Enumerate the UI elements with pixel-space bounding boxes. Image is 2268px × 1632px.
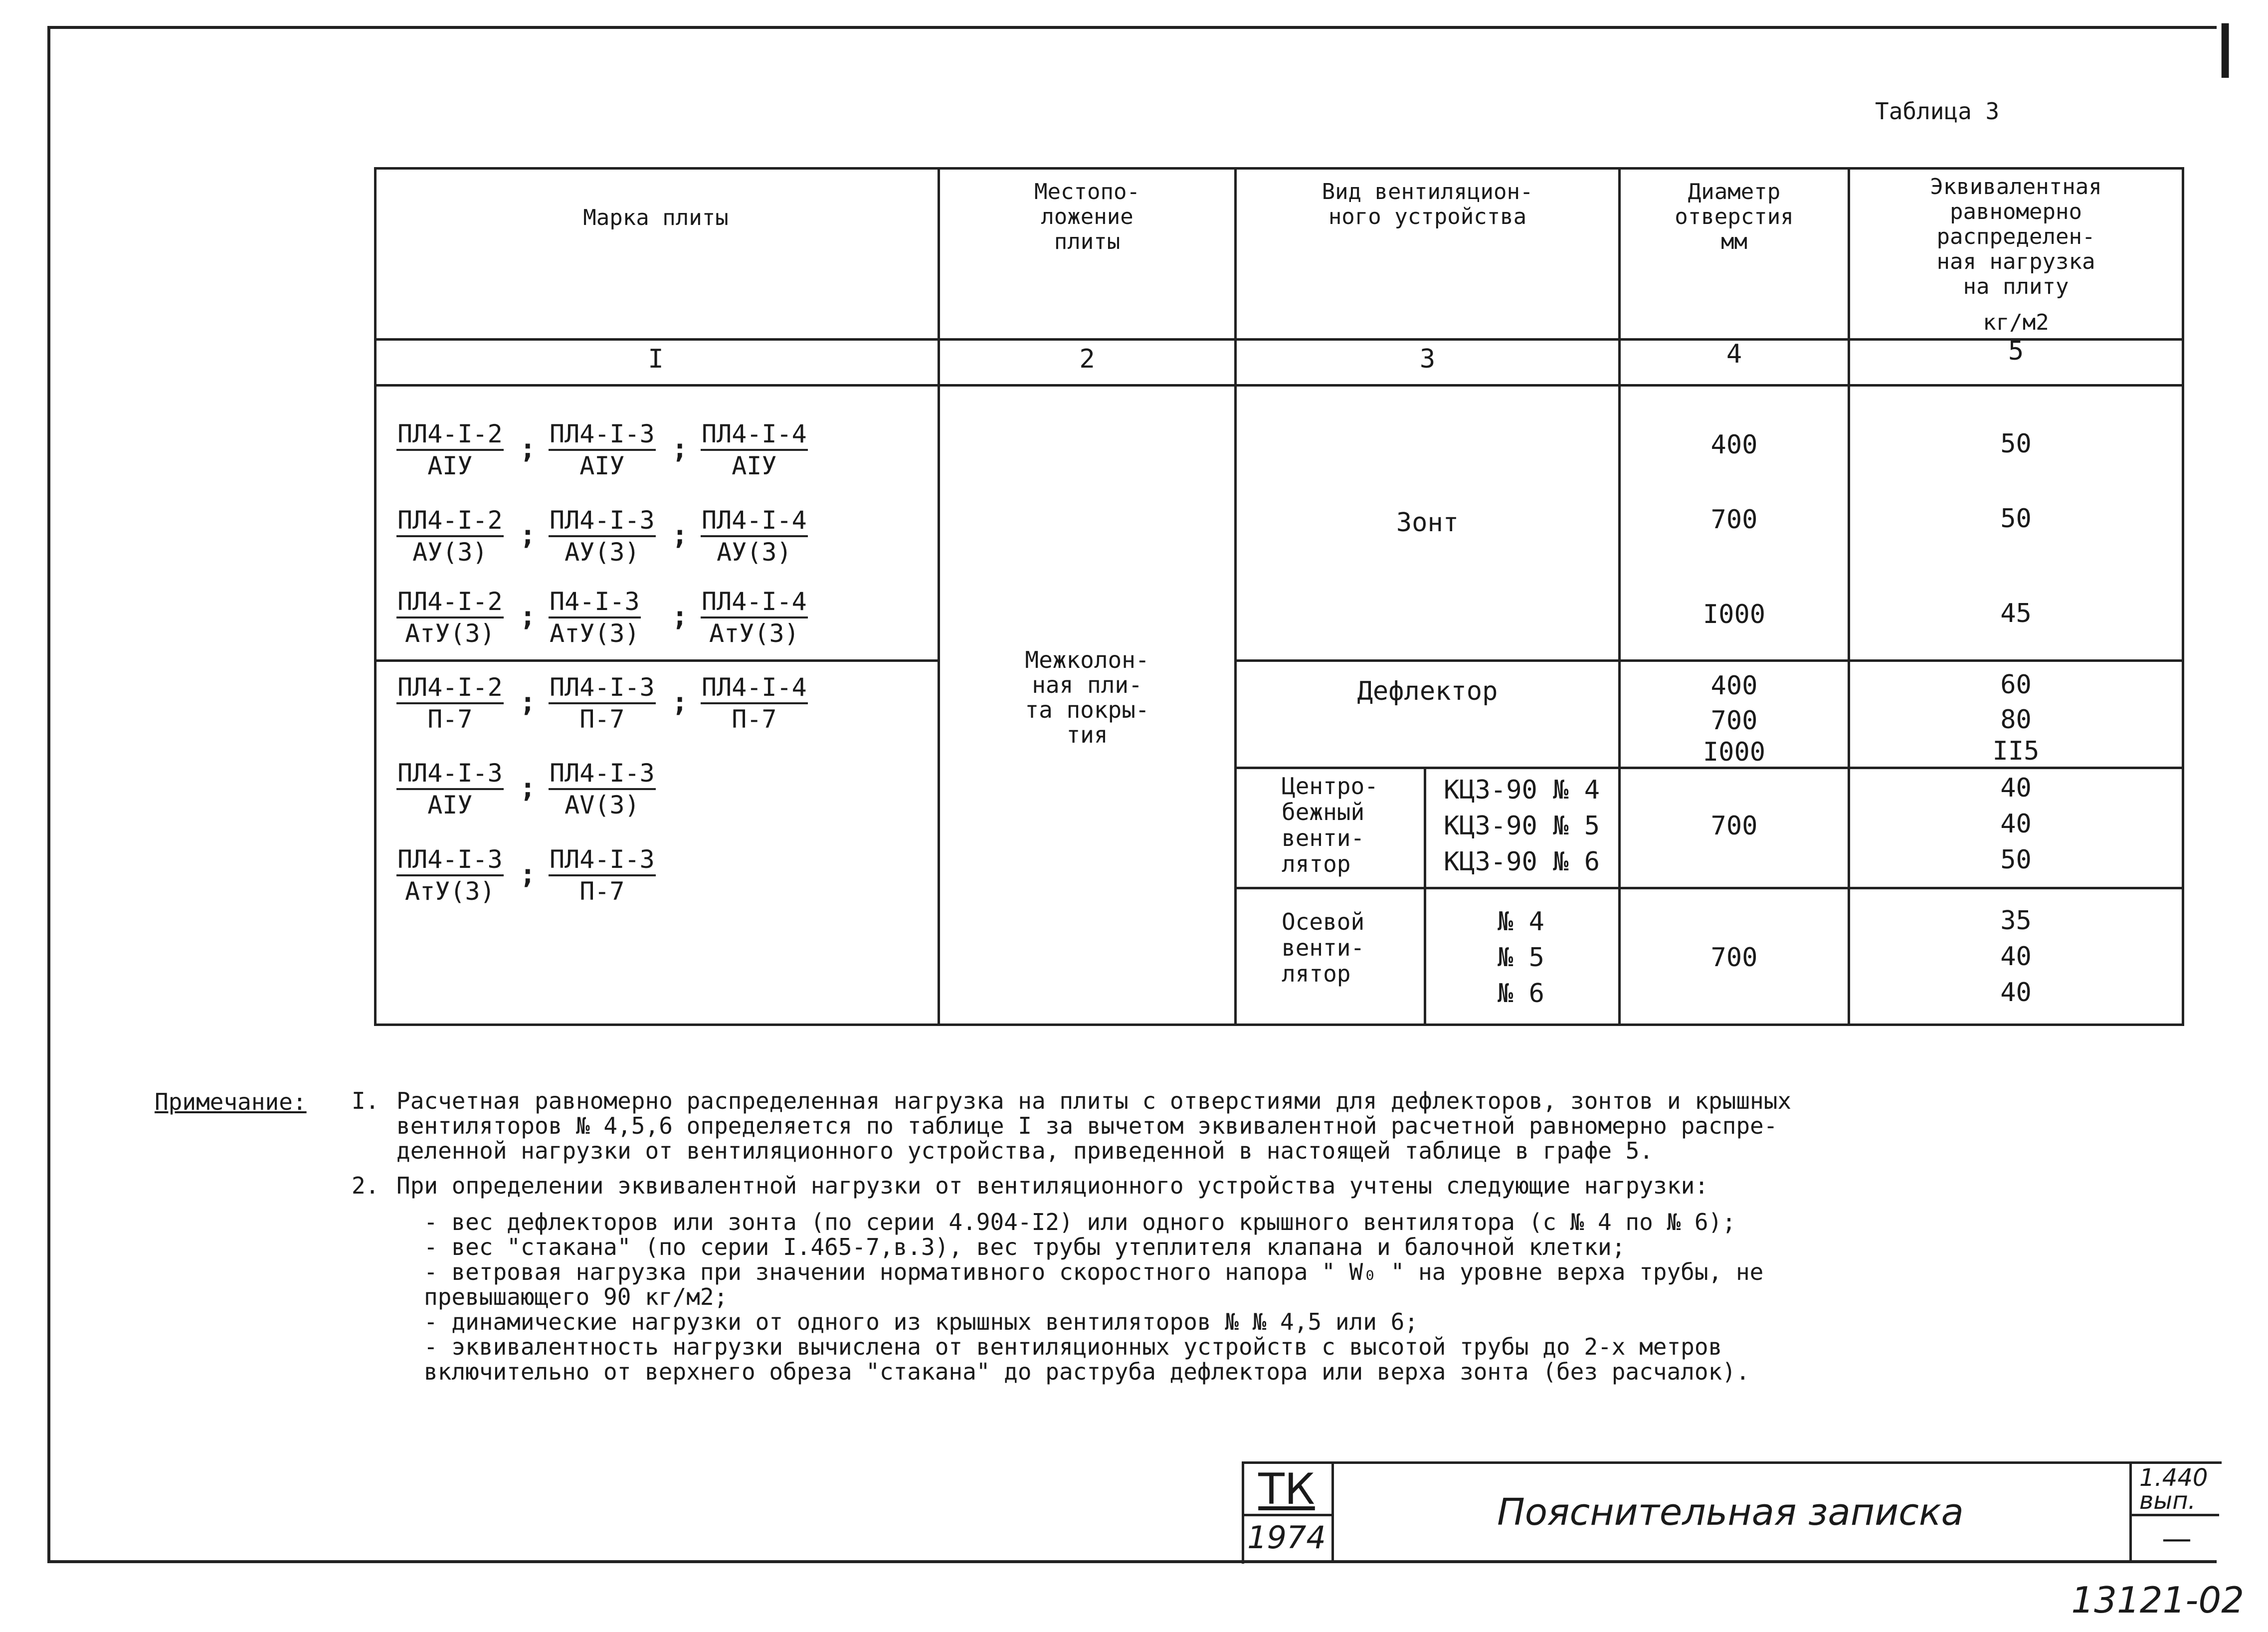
table-line xyxy=(1234,659,2184,662)
zont-diameter: 700 xyxy=(1710,505,1758,535)
slab-mark: ПЛ4-I-3 П-7 xyxy=(550,845,655,906)
stamp-title: Пояснительная записка xyxy=(1497,1491,1964,1534)
table-line xyxy=(1848,167,1850,1025)
header-diameter: Диаметр отверстия мм xyxy=(1675,179,1794,254)
separator: ; xyxy=(672,686,688,718)
stamp-dash: — xyxy=(2162,1521,2192,1556)
separator: ; xyxy=(672,519,688,551)
note-item: - эквивалентность нагрузки вычислена от вентиляционных устройств с высотой трубы до 2-х метров включительно от верхнего обреза "стакана" до раструба дефлектора или верха зонта (без расчалок). xyxy=(424,1333,1750,1385)
slab-mark: ПЛ4-I-3 АУ(3) xyxy=(550,506,655,567)
slab-mark: ПЛ4-I-4 П-7 xyxy=(702,673,807,734)
slab-mark: ПЛ4-I-3 АV(3) xyxy=(550,759,655,819)
table-line xyxy=(374,167,377,1025)
deflector-load: 80 xyxy=(2000,705,2032,735)
centrifugal-load: 40 xyxy=(2000,809,2032,839)
table-line xyxy=(1234,887,2184,889)
slab-mark: ПЛ4-I-4 АIУ xyxy=(702,419,807,480)
slab-mark: ПЛ4-I-4 АтУ(3) xyxy=(702,587,807,648)
slab-mark: ПЛ4-I-2 АУ(3) xyxy=(397,506,503,567)
deflector-load: II5 xyxy=(1992,736,2040,766)
device-centrifugal-fan: Центро- бежный венти- лятор xyxy=(1282,773,1378,877)
header-load: Эквивалентная равномерно распределен- ная нагрузка на плиту xyxy=(1930,174,2102,299)
separator: ; xyxy=(520,686,536,718)
deflector-diameter: I000 xyxy=(1702,737,1766,767)
column-number: 5 xyxy=(2008,336,2024,366)
deflector-diameter: 700 xyxy=(1710,706,1758,736)
note-1: Расчетная равномерно распределенная нагрузка на плиты с отверстиями для дефлекторов, зонтов и крышных вентиляторов № 4,5,6 определяется по таблице I за вычетом эквивалентной расчетной равномерно распре- деленной нагрузки от вентиляционного устройства, приведенной в настоящей таблице в графе 5. xyxy=(396,1087,1792,1164)
separator: ; xyxy=(520,601,536,632)
header-location: Местопо- ложение плиты xyxy=(1034,179,1140,254)
slab-mark: ПЛ4-I-3 АIУ xyxy=(397,759,503,819)
slab-mark: ПЛ4-I-4 АУ(3) xyxy=(702,506,807,567)
centrifugal-model: КЦЗ-90 № 6 xyxy=(1444,847,1600,877)
stamp-series: 1.440 xyxy=(2139,1464,2208,1492)
table-line xyxy=(374,167,2184,170)
zont-load: 50 xyxy=(2000,504,2032,534)
device-axial-fan: Осевой венти- лятор xyxy=(1282,908,1365,987)
separator: ; xyxy=(672,433,688,464)
header-mark: Марка плиты xyxy=(583,205,729,230)
axial-model: № 6 xyxy=(1498,979,1544,1009)
table-line xyxy=(938,167,940,1025)
table-line xyxy=(1234,167,1237,1025)
separator: ; xyxy=(520,858,536,890)
centrifugal-diameter: 700 xyxy=(1710,811,1758,841)
slab-mark: ПЛ4-I-3 АтУ(3) xyxy=(397,845,503,906)
note-item: - динамические нагрузки от одного из крышных вентиляторов № № 4,5 или 6; xyxy=(424,1308,1418,1335)
centrifugal-load: 40 xyxy=(2000,773,2032,803)
axial-load: 40 xyxy=(2000,978,2032,1008)
stamp-org: ТК xyxy=(1258,1464,1315,1514)
header-device: Вид вентиляцион- ного устройства xyxy=(1322,179,1533,229)
device-deflector: Дефлектор xyxy=(1357,676,1498,706)
table-line xyxy=(374,659,938,662)
deflector-diameter: 400 xyxy=(1710,671,1758,701)
zont-load: 45 xyxy=(2000,599,2032,628)
zont-load: 50 xyxy=(2000,429,2032,459)
axial-model: № 5 xyxy=(1498,943,1544,973)
slab-mark: ПЛ4-I-3 П-7 xyxy=(550,673,655,734)
axial-load: 35 xyxy=(2000,906,2032,936)
column-number: 4 xyxy=(1726,339,1742,369)
note-number: 2. xyxy=(352,1172,379,1199)
header-load-unit: кг/м2 xyxy=(1983,310,2049,335)
centrifugal-model: КЦЗ-90 № 5 xyxy=(1444,811,1600,841)
slab-mark: ПЛ4-I-2 АтУ(3) xyxy=(397,587,503,648)
deflector-load: 60 xyxy=(2000,670,2032,700)
slab-mark: ПЛ4-I-2 П-7 xyxy=(397,673,503,734)
table-label: Таблица 3 xyxy=(1875,98,2000,125)
table-line xyxy=(374,1023,2184,1026)
axial-load: 40 xyxy=(2000,942,2032,972)
axial-diameter: 700 xyxy=(1710,943,1758,973)
notes-title: Примечание: xyxy=(155,1088,307,1115)
table-line xyxy=(1618,167,1621,1025)
note-item: - вес "стакана" (по серии I.465-7,в.3), вес трубы утеплителя клапана и балочной клетки; xyxy=(424,1233,1626,1260)
column-number: 2 xyxy=(1079,344,1095,374)
note-item: - ветровая нагрузка при значении нормативного скоростного напора " W₀ " на уровне верха трубы, не превышающего 90 кг/м2; xyxy=(424,1258,1764,1310)
note-2: При определении эквивалентной нагрузки от вентиляционного устройства учтены следующие нагрузки: xyxy=(396,1172,1708,1199)
separator: ; xyxy=(520,519,536,551)
stamp-line xyxy=(2129,1461,2132,1561)
separator: ; xyxy=(672,601,688,632)
table-line xyxy=(374,384,2184,387)
zont-diameter: 400 xyxy=(1710,430,1758,460)
separator: ; xyxy=(520,772,536,804)
device-zont: Зонт xyxy=(1396,508,1459,538)
document-number: 13121-02 xyxy=(2071,1579,2244,1621)
slab-mark: ПЛ4-I-3 АIУ xyxy=(550,419,655,480)
stamp-year: 1974 xyxy=(1247,1519,1326,1556)
slab-mark: ПЛ4-I-2 АIУ xyxy=(397,419,503,480)
slab-location: Межколон- ная пли- та покры- тия xyxy=(1025,646,1149,748)
column-number: 3 xyxy=(1419,344,1436,374)
corner-mark: I xyxy=(2214,9,2237,96)
zont-diameter: I000 xyxy=(1702,600,1766,629)
centrifugal-load: 50 xyxy=(2000,845,2032,875)
axial-model: № 4 xyxy=(1498,907,1544,937)
stamp-line xyxy=(1331,1461,1334,1561)
frame-top-border xyxy=(47,26,2217,29)
column-number: I xyxy=(648,344,664,374)
table-line xyxy=(2182,167,2184,1025)
slab-mark: П4-I-3 АтУ(3) xyxy=(550,587,640,648)
note-number: I. xyxy=(352,1087,379,1114)
centrifugal-model: КЦЗ-90 № 4 xyxy=(1444,775,1600,805)
note-item: - вес дефлекторов или зонта (по серии 4.904-I2) или одного крышного вентилятора (с № 4 по № 6); xyxy=(424,1209,1736,1235)
frame-left-border xyxy=(47,26,50,1562)
separator: ; xyxy=(520,433,536,464)
stamp-issue: вып. xyxy=(2139,1487,2196,1515)
